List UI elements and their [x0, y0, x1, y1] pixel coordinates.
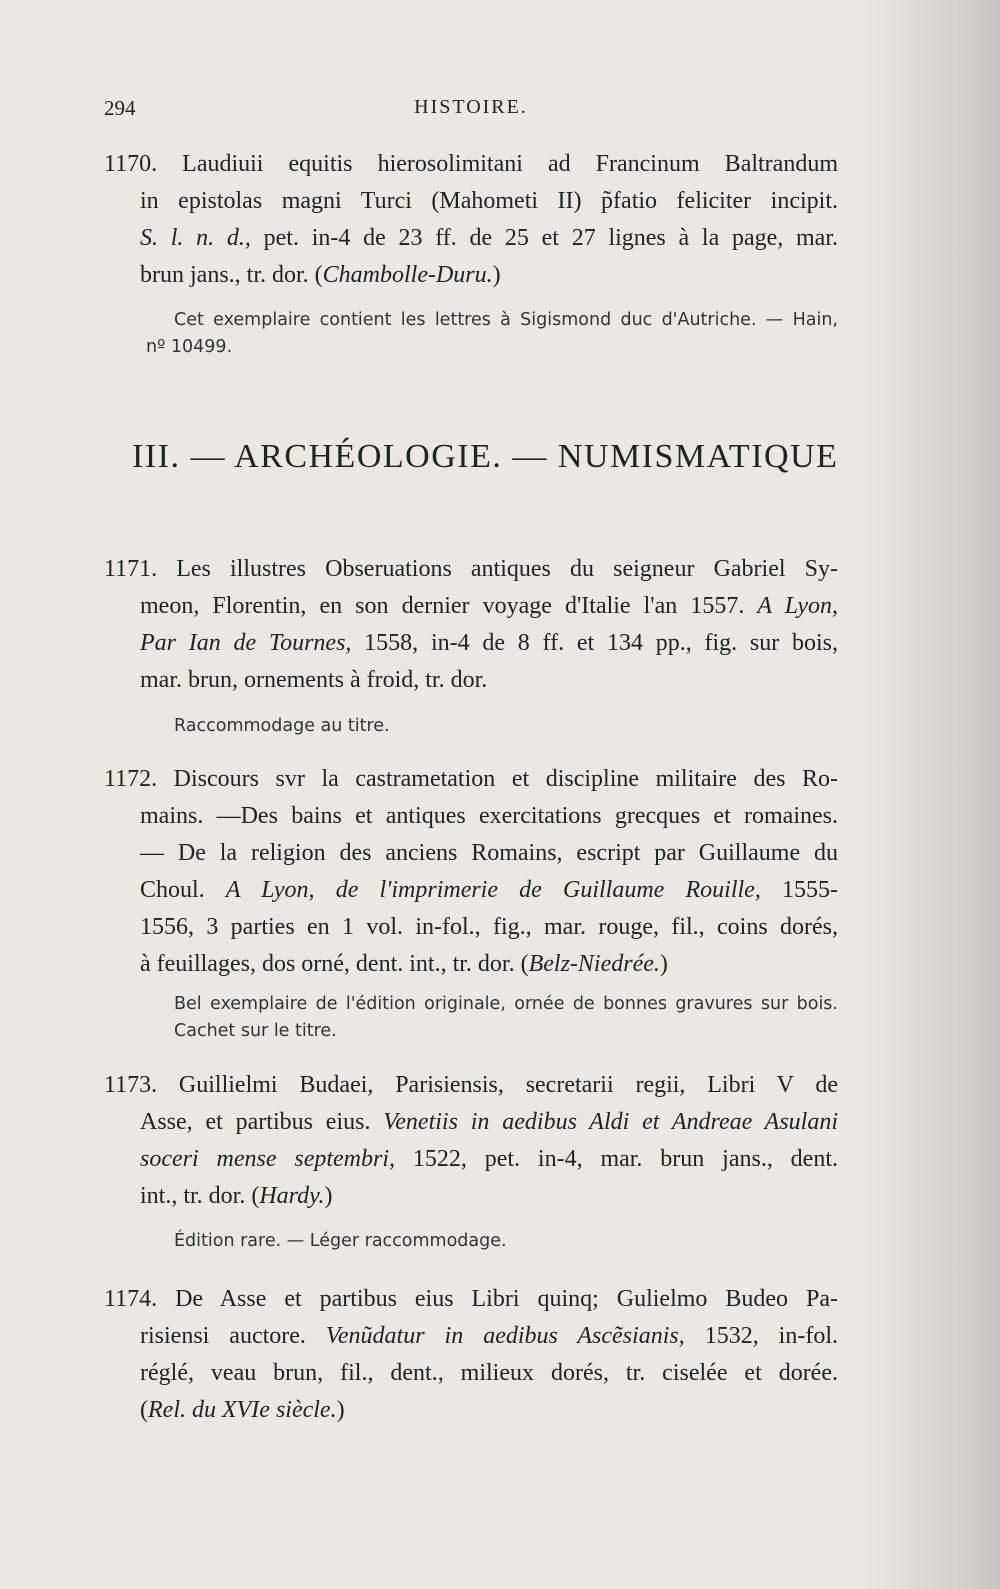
- note-line: Cet exemplaire contient les lettres à Sigismond duc d'Autriche. — Hain,: [174, 310, 838, 330]
- note-line: nº 10499.: [146, 337, 233, 357]
- entry-note-1172: [174, 991, 838, 1045]
- entry-line: soceri mense septembri, 1522, pet. in-4, mar. brun jans., dent.: [140, 1146, 838, 1172]
- entry-line: 1172. Discours svr la castrametation et discipline militaire des Ro-: [104, 766, 838, 792]
- entry-line: à feuillages, dos orné, dent. int., tr. dor. (Belz-Niedrée.): [140, 951, 668, 977]
- entry-note-1171: [174, 713, 838, 740]
- entry-line: — De la religion des anciens Romains, escript par Guillaume du: [140, 840, 838, 866]
- entry-note-1170: [146, 307, 838, 361]
- note-line: Raccommodage au titre.: [174, 716, 390, 736]
- note-line: Bel exemplaire de l'édition originale, ornée de bonnes gravures sur bois.: [174, 994, 838, 1014]
- page-header: [104, 96, 838, 126]
- entry-line: Asse, et partibus eius. Venetiis in aedibus Aldi et Andreae Asulani: [140, 1109, 838, 1135]
- entry-line: meon, Florentin, en son dernier voyage d'Italie l'an 1557. A Lyon,: [140, 593, 838, 619]
- note-line: Édition rare. — Léger raccommodage.: [174, 1231, 507, 1251]
- catalog-entry-1172: [104, 761, 838, 983]
- running-title: HISTOIRE.: [414, 96, 528, 118]
- entry-line: int., tr. dor. (Hardy.): [140, 1183, 333, 1209]
- entry-line: risiensi auctore. Venũdatur in aedibus Ascẽsianis, 1532, in-fol.: [140, 1323, 838, 1349]
- catalog-entry-1174: [104, 1281, 838, 1429]
- entry-line: 1171. Les illustres Obseruations antiques du seigneur Gabriel Sy-: [104, 556, 838, 582]
- entry-line: in epistolas magni Turci (Mahometi II) p̃fatio feliciter incipit.: [140, 188, 838, 214]
- entry-line: 1170. Laudiuii equitis hierosolimitani ad Francinum Baltrandum: [104, 151, 838, 177]
- entry-line: réglé, veau brun, fil., dent., milieux dorés, tr. ciselée et dorée.: [140, 1360, 838, 1386]
- entry-note-1173: [174, 1228, 838, 1255]
- catalog-entry-1170: [104, 146, 838, 294]
- catalog-entry-1173: [104, 1067, 838, 1215]
- note-line: Cachet sur le titre.: [174, 1021, 337, 1041]
- section-title: III. — ARCHÉOLOGIE. — NUMISMATIQUE: [132, 438, 839, 475]
- entry-line: Par Ian de Tournes, 1558, in-4 de 8 ff. et 134 pp., fig. sur bois,: [140, 630, 839, 656]
- entry-line: Choul. A Lyon, de l'imprimerie de Guillaume Rouille, 1555-: [140, 877, 838, 903]
- catalog-entry-1171: [104, 551, 838, 699]
- page-gutter-shadow: [860, 0, 1000, 1589]
- entry-line: 1556, 3 parties en 1 vol. in-fol., fig., mar. rouge, fil., coins dorés,: [140, 914, 838, 940]
- entry-line: brun jans., tr. dor. (Chambolle-Duru.): [140, 262, 501, 288]
- entry-line: 1173. Guillielmi Budaei, Parisiensis, secretarii regii, Libri V de: [104, 1072, 838, 1098]
- entry-line: mar. brun, ornements à froid, tr. dor.: [140, 667, 488, 693]
- page-number: 294: [104, 96, 136, 120]
- entry-line: (Rel. du XVIe siècle.): [140, 1397, 345, 1423]
- entry-line: 1174. De Asse et partibus eius Libri quinq; Gulielmo Budeo Pa-: [104, 1286, 838, 1312]
- entry-line: S. l. n. d., pet. in-4 de 23 ff. de 25 et 27 lignes à la page, mar.: [140, 225, 838, 251]
- entry-line: mains. —Des bains et antiques exercitations grecques et romaines.: [140, 803, 838, 829]
